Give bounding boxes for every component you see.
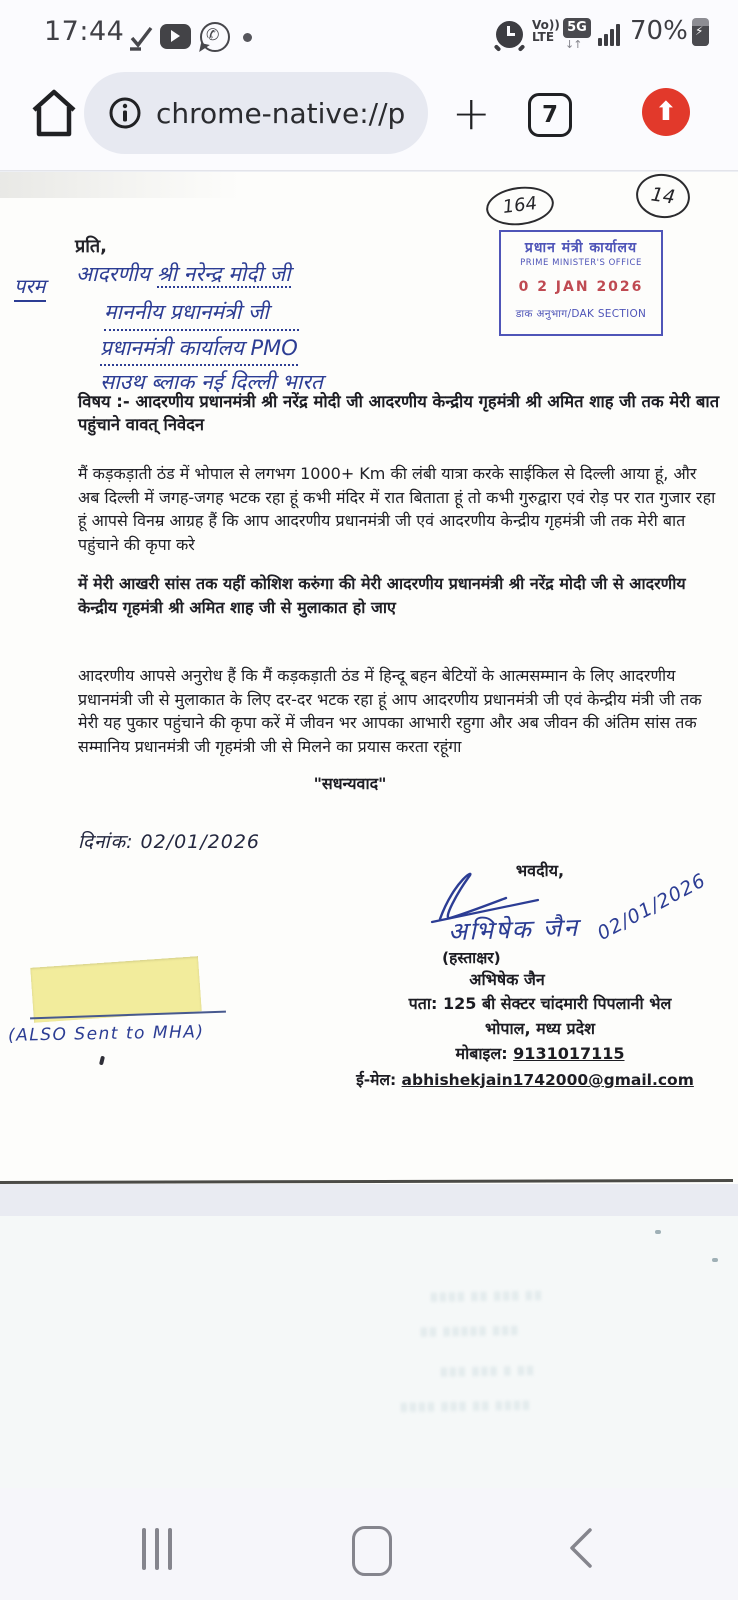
status-bar — [0, 0, 738, 62]
letter-page-1[interactable] — [0, 172, 738, 1184]
body-paragraph-3: आदरणीय आपसे अनुरोध हैं कि मैं कड़कड़ाती ठंड में हिन्दू बहन बेटियों के आत्मसम्मान के लिए आदरणीय प्रधानमंत्री जी से मुलाकात के लिए दर-दर भटक रहा हूं आप आदरणीय प्रधानमंत्री जी एवं केन्द्रीय मंत्री जी तक मेरी यह पुकार पहुंचाने की कृपा करें में जीवन भर आपका आभारी रहुगा और अब जीवन की अंतिम सांस तक सम्मानिय प्रधानमंत्री जी गृहमंत्री जी से मिलने का प्रयास करता रहूंगा — [78, 666, 702, 756]
back-button[interactable] — [566, 1526, 596, 1570]
bleed-through-text: ॥॥ ॥॥॥ ॥॥ ॥॥॥॥ — [429, 1286, 544, 1306]
new-tab-button[interactable]: + — [452, 86, 491, 140]
battery-icon: ⚡ — [692, 18, 709, 46]
data-arrows-icon: ↓↑ — [565, 38, 582, 51]
addressee-line-2: माननीय प्रधानमंत्री जी — [104, 298, 299, 331]
alarm-icon — [496, 21, 523, 48]
chrome-update-button[interactable] — [642, 88, 690, 136]
addressee-line-4: साउथ ब्लाक नई दिल्ली भारत — [100, 370, 323, 394]
subject-line: विषय :- आदरणीय प्रधानमंत्री श्री नरेंद्र मोदी जी आदरणीय केन्द्रीय गृहमंत्री श्री अमित शाह जी तक मेरी बात पहुंचाने वावत् निवेदन — [78, 392, 720, 434]
browser-toolbar — [0, 62, 738, 171]
signer-address-line1: पता: 125 बी सेक्टर चांदमारी पिपलानी भेल — [408, 994, 672, 1013]
signer-email: ई-मेल: abhishekjain1742000@gmail.com — [356, 1071, 694, 1089]
battery-percent: 70% — [630, 16, 688, 46]
whatsapp-icon — [200, 22, 230, 52]
5g-indicator: 5G — [563, 18, 591, 38]
stamp-office-hindi: प्रधान मंत्री कार्यालय — [524, 240, 638, 256]
tab-switcher-button[interactable]: 7 — [528, 93, 572, 137]
home-button[interactable] — [28, 86, 80, 140]
addressee-line-3: प्रधानमंत्री कार्यालय PMO — [100, 334, 298, 366]
clock-time: 17:44 — [44, 16, 125, 47]
scan-smudge — [0, 172, 240, 198]
stamp-date: 0 2 JAN 2026 — [518, 279, 644, 295]
date-line-handwritten: दिनांक: 02/01/2026 — [78, 831, 261, 853]
bleed-through-text: ॥॥॥ ॥॥॥॥॥ ॥॥ — [419, 1321, 520, 1341]
salutation: प्रति, — [75, 236, 108, 257]
bleed-through-text: ॥॥॥॥ ॥॥ ॥॥॥ ॥॥॥॥ — [399, 1395, 532, 1417]
body-paragraph-2: में मेरी आखरी सांस तक यहीं कोशिश करुंगा की मेरी आदरणीय प्रधानमंत्री श्री नरेंद्र मोदी जी से आदरणीय केन्द्रीय गृहमंत्री श्री अमित शाह जी से मुलाकात हो जाए — [78, 574, 686, 617]
signer-mobile: मोबाइल: 9131017115 — [455, 1044, 625, 1063]
youtube-icon — [160, 24, 191, 49]
signal-bars-icon — [598, 22, 624, 46]
check-icon — [128, 26, 154, 52]
signature-date-handwritten: 02/01/2026 — [593, 869, 710, 945]
bleed-through-text: ॥॥ ॥ ॥॥॥ ॥॥॥ — [439, 1361, 536, 1381]
ref-number-circled: 164 — [484, 183, 556, 229]
stamp-section: डाक अनुभाग/DAK SECTION — [515, 308, 647, 320]
thanks-line: "सधन्यवाद" — [313, 774, 387, 793]
body-paragraph-1: मैं कड़कड़ाती ठंड में भोपाल से लगभग 1000+ Km की लंबी यात्रा करके साईकिल से दिल्ली आया हूं, और अब दिल्ली में जगह-जगह भटक रहा हूं कभी मंदिर में रात बिताता हूं तो कभी गुरुद्वारा एवं रोड़ पर रात गुजार रहा हूं आपसे विनम्र आग्रह हैं कि आप आदरणीय प्रधानमंत्री जी एवं आदरणीय केन्द्रीय गृहमंत्री जी तक मेरी बात पहुंचाने की कृपा करे — [78, 464, 716, 554]
scan-speck — [712, 1258, 718, 1262]
ref-number-circled: 14 — [633, 170, 693, 221]
side-note-handwritten: (ALSO Sent to MHA) — [7, 1022, 205, 1046]
android-nav-bar — [0, 1488, 738, 1600]
margin-note-handwritten: परम — [14, 272, 46, 302]
recents-button[interactable] — [142, 1528, 182, 1570]
signer-name: अभिषेक जैन — [469, 970, 545, 989]
notification-dot — [243, 33, 252, 42]
up-arrow-icon: ⬆ — [655, 97, 677, 127]
letter-page-2[interactable] — [0, 1216, 738, 1488]
url-text: chrome-native://p — [156, 96, 406, 130]
addressee-line-1: आदरणीय श्री नरेन्द्र मोदी जी — [76, 262, 291, 286]
url-bar[interactable] — [84, 72, 428, 154]
ink-mark — [99, 1056, 105, 1066]
signature-name-handwritten: अभिषेक जैन — [447, 912, 580, 947]
home-nav-button[interactable] — [352, 1526, 392, 1576]
page-separator — [0, 1184, 738, 1216]
volte-indicator: Vo)) LTE — [532, 18, 560, 44]
signature-label: (हस्ताक्षर) — [442, 949, 501, 967]
page-info-icon[interactable] — [108, 96, 142, 130]
scan-speck — [655, 1230, 661, 1234]
stamp-office-english: PRIME MINISTER'S OFFICE — [520, 258, 642, 268]
signer-address-line2: भोपाल, मध्य प्रदेश — [484, 1019, 596, 1038]
closing-word: भवदीय, — [515, 861, 565, 880]
pmo-receipt-stamp — [499, 230, 663, 336]
